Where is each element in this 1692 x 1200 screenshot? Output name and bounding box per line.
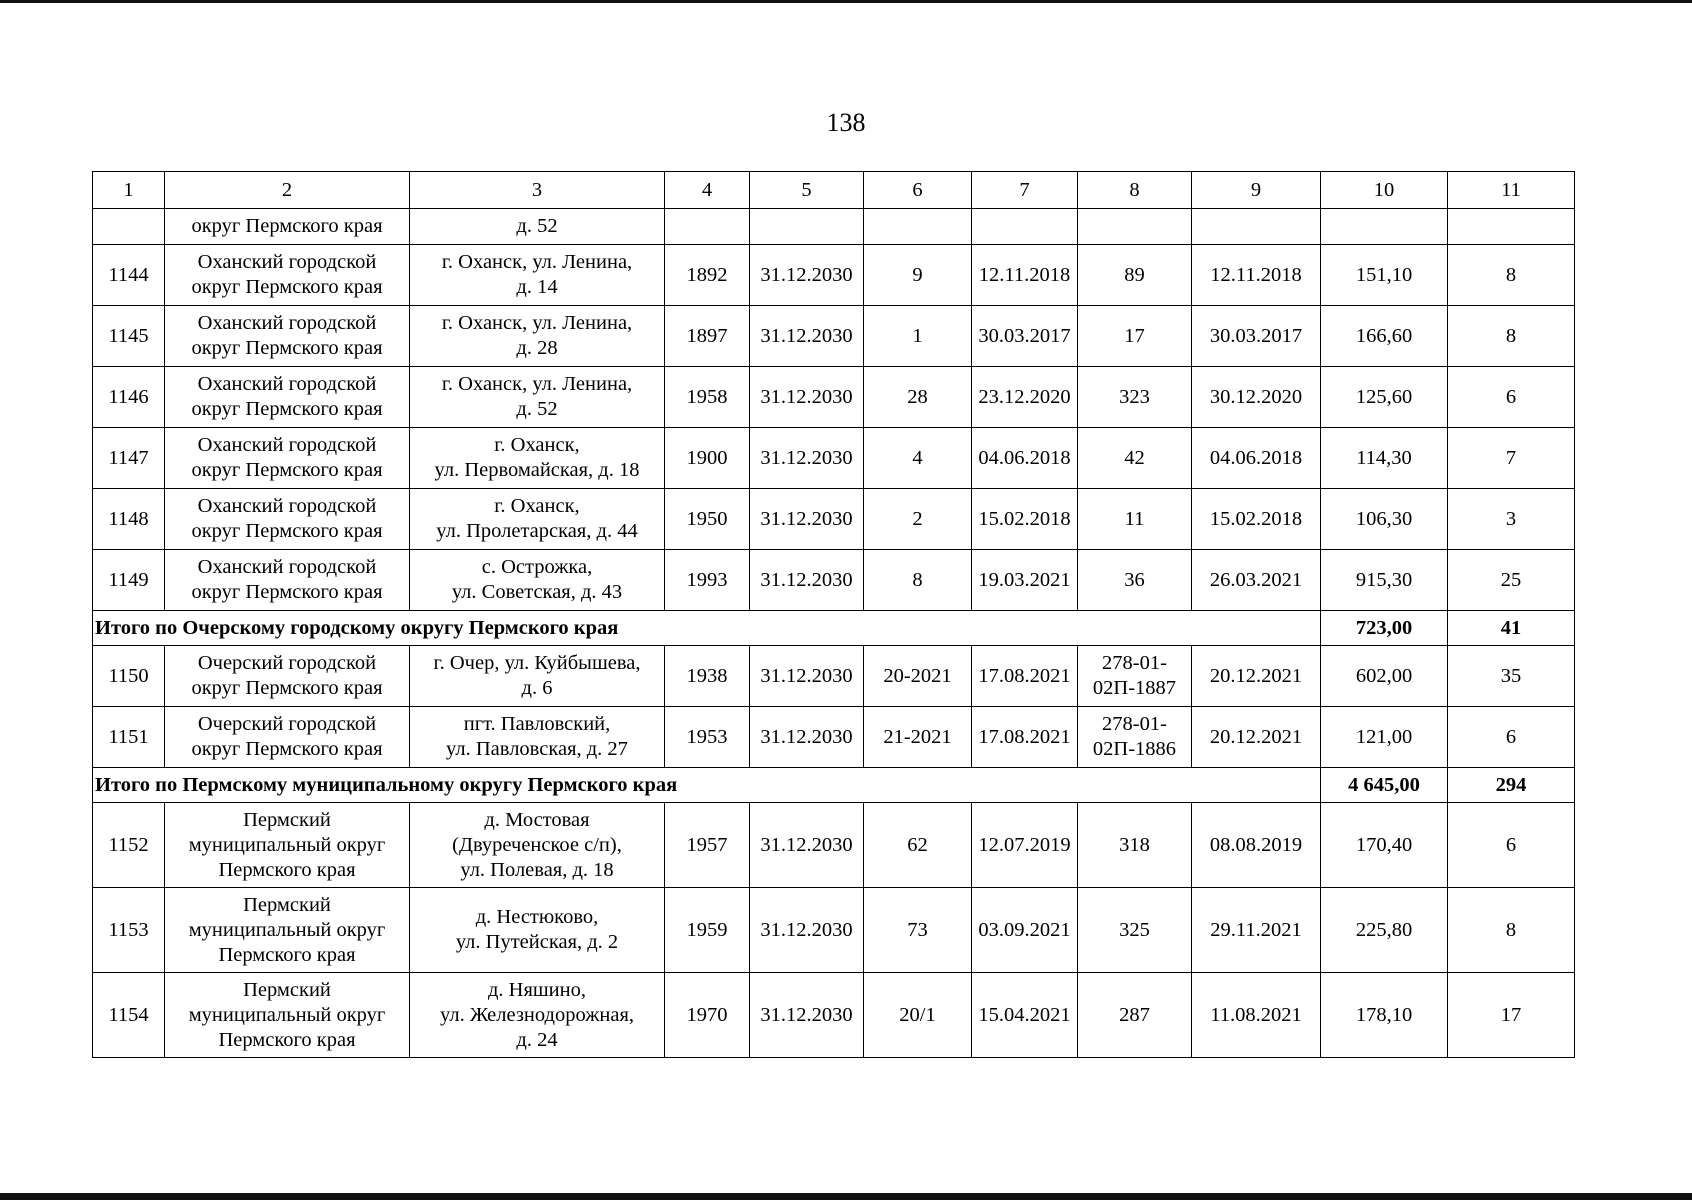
cell-build-year (665, 209, 750, 245)
cell-deadline: 31.12.2030 (750, 489, 864, 550)
cell-doc-number: 20/1 (864, 973, 972, 1058)
cell-doc-date: 30.03.2017 (972, 306, 1078, 367)
cell-build-year: 1958 (665, 367, 750, 428)
cell-reg-number: 323 (1078, 367, 1192, 428)
cell-deadline (750, 209, 864, 245)
cell-reg-date: 29.11.2021 (1192, 888, 1321, 973)
cell-residents: 8 (1448, 888, 1575, 973)
cell-build-year: 1950 (665, 489, 750, 550)
cell-area: 121,00 (1321, 707, 1448, 768)
total-area: 723,00 (1321, 611, 1448, 646)
column-header-5: 5 (750, 172, 864, 209)
total-label: Итого по Очерскому городскому округу Пермского края (93, 611, 1321, 646)
column-header-3: 3 (410, 172, 665, 209)
cell-address: с. Острожка, ул. Советская, д. 43 (410, 550, 665, 611)
cell-row-number: 1147 (93, 428, 165, 489)
total-residents: 294 (1448, 768, 1575, 803)
cell-reg-date: 30.03.2017 (1192, 306, 1321, 367)
page-number: 138 (826, 108, 866, 137)
cell-address: г. Оханск, ул. Ленина, д. 14 (410, 245, 665, 306)
cell-doc-date: 23.12.2020 (972, 367, 1078, 428)
cell-deadline: 31.12.2030 (750, 306, 864, 367)
table-row (93, 707, 1575, 768)
cell-reg-number: 278-01- 02П-1886 (1078, 707, 1192, 768)
cell-doc-number: 8 (864, 550, 972, 611)
cell-address: г. Оханск, ул. Пролетарская, д. 44 (410, 489, 665, 550)
cell-residents: 3 (1448, 489, 1575, 550)
cell-address: г. Оханск, ул. Ленина, д. 28 (410, 306, 665, 367)
cell-residents: 7 (1448, 428, 1575, 489)
cell-residents: 6 (1448, 803, 1575, 888)
total-row (93, 768, 1575, 803)
cell-residents: 8 (1448, 306, 1575, 367)
cell-reg-number: 11 (1078, 489, 1192, 550)
cell-address: г. Оханск, ул. Ленина, д. 52 (410, 367, 665, 428)
cell-area (1321, 209, 1448, 245)
table-row (93, 209, 1575, 245)
cell-reg-date: 12.11.2018 (1192, 245, 1321, 306)
cell-reg-date: 04.06.2018 (1192, 428, 1321, 489)
cell-area: 225,80 (1321, 888, 1448, 973)
column-header-6: 6 (864, 172, 972, 209)
table-row (93, 803, 1575, 888)
cell-row-number: 1146 (93, 367, 165, 428)
cell-municipality: Оханский городской округ Пермского края (165, 428, 410, 489)
cell-doc-date: 19.03.2021 (972, 550, 1078, 611)
cell-reg-date: 15.02.2018 (1192, 489, 1321, 550)
cell-area: 106,30 (1321, 489, 1448, 550)
cell-residents: 17 (1448, 973, 1575, 1058)
cell-area: 151,10 (1321, 245, 1448, 306)
cell-doc-date: 15.04.2021 (972, 973, 1078, 1058)
cell-build-year: 1993 (665, 550, 750, 611)
table-row (93, 550, 1575, 611)
cell-build-year: 1938 (665, 646, 750, 707)
cell-address: г. Очер, ул. Куйбышева, д. 6 (410, 646, 665, 707)
cell-doc-number: 1 (864, 306, 972, 367)
cell-row-number: 1151 (93, 707, 165, 768)
cell-reg-number: 287 (1078, 973, 1192, 1058)
cell-build-year: 1970 (665, 973, 750, 1058)
cell-doc-number (864, 209, 972, 245)
cell-area: 125,60 (1321, 367, 1448, 428)
cell-address: д. Няшино, ул. Железнодорожная, д. 24 (410, 973, 665, 1058)
table-row (93, 306, 1575, 367)
cell-doc-number: 73 (864, 888, 972, 973)
cell-address: д. Нестюково, ул. Путейская, д. 2 (410, 888, 665, 973)
cell-deadline: 31.12.2030 (750, 428, 864, 489)
cell-build-year: 1957 (665, 803, 750, 888)
cell-doc-number: 20-2021 (864, 646, 972, 707)
table-row (93, 367, 1575, 428)
cell-reg-number: 36 (1078, 550, 1192, 611)
column-header-4: 4 (665, 172, 750, 209)
table-row (93, 973, 1575, 1058)
cell-reg-date: 11.08.2021 (1192, 973, 1321, 1058)
cell-build-year: 1953 (665, 707, 750, 768)
cell-doc-number: 4 (864, 428, 972, 489)
cell-residents: 6 (1448, 707, 1575, 768)
scan-bottom-edge (0, 1193, 1692, 1200)
table-row (93, 428, 1575, 489)
cell-deadline: 31.12.2030 (750, 245, 864, 306)
cell-municipality: Оханский городской округ Пермского края (165, 367, 410, 428)
cell-municipality: Оханский городской округ Пермского края (165, 306, 410, 367)
total-row (93, 611, 1575, 646)
cell-address: д. 52 (410, 209, 665, 245)
cell-deadline: 31.12.2030 (750, 803, 864, 888)
column-header-1: 1 (93, 172, 165, 209)
cell-doc-date: 03.09.2021 (972, 888, 1078, 973)
table-header-row (93, 172, 1575, 209)
cell-doc-number: 28 (864, 367, 972, 428)
cell-row-number: 1149 (93, 550, 165, 611)
cell-deadline: 31.12.2030 (750, 973, 864, 1058)
cell-area: 170,40 (1321, 803, 1448, 888)
cell-residents (1448, 209, 1575, 245)
cell-reg-number: 318 (1078, 803, 1192, 888)
cell-row-number: 1152 (93, 803, 165, 888)
cell-area: 114,30 (1321, 428, 1448, 489)
cell-reg-date: 08.08.2019 (1192, 803, 1321, 888)
cell-area: 915,30 (1321, 550, 1448, 611)
scan-top-edge (0, 0, 1692, 3)
cell-row-number: 1145 (93, 306, 165, 367)
cell-municipality: Оханский городской округ Пермского края (165, 550, 410, 611)
cell-reg-number: 42 (1078, 428, 1192, 489)
column-header-8: 8 (1078, 172, 1192, 209)
cell-reg-number: 325 (1078, 888, 1192, 973)
column-header-9: 9 (1192, 172, 1321, 209)
cell-doc-number: 62 (864, 803, 972, 888)
cell-reg-date: 20.12.2021 (1192, 646, 1321, 707)
cell-row-number (93, 209, 165, 245)
table-row (93, 245, 1575, 306)
column-header-7: 7 (972, 172, 1078, 209)
cell-reg-number (1078, 209, 1192, 245)
cell-reg-date: 26.03.2021 (1192, 550, 1321, 611)
cell-row-number: 1148 (93, 489, 165, 550)
cell-reg-number: 89 (1078, 245, 1192, 306)
cell-build-year: 1897 (665, 306, 750, 367)
cell-doc-date: 15.02.2018 (972, 489, 1078, 550)
table-row (93, 646, 1575, 707)
cell-deadline: 31.12.2030 (750, 888, 864, 973)
cell-municipality: Очерский городской округ Пермского края (165, 646, 410, 707)
cell-municipality: округ Пермского края (165, 209, 410, 245)
cell-build-year: 1959 (665, 888, 750, 973)
cell-doc-date: 12.07.2019 (972, 803, 1078, 888)
cell-municipality: Оханский городской округ Пермского края (165, 489, 410, 550)
cell-area: 178,10 (1321, 973, 1448, 1058)
cell-reg-date: 20.12.2021 (1192, 707, 1321, 768)
cell-doc-date: 12.11.2018 (972, 245, 1078, 306)
column-header-2: 2 (165, 172, 410, 209)
table-row (93, 489, 1575, 550)
cell-doc-number: 2 (864, 489, 972, 550)
cell-doc-date: 17.08.2021 (972, 707, 1078, 768)
cell-row-number: 1144 (93, 245, 165, 306)
cell-reg-number: 278-01- 02П-1887 (1078, 646, 1192, 707)
cell-row-number: 1150 (93, 646, 165, 707)
cell-municipality: Оханский городской округ Пермского края (165, 245, 410, 306)
cell-row-number: 1153 (93, 888, 165, 973)
cell-doc-number: 9 (864, 245, 972, 306)
cell-deadline: 31.12.2030 (750, 707, 864, 768)
cell-reg-date: 30.12.2020 (1192, 367, 1321, 428)
cell-address: пгт. Павловский, ул. Павловская, д. 27 (410, 707, 665, 768)
cell-municipality: Пермский муниципальный округ Пермского края (165, 803, 410, 888)
cell-residents: 6 (1448, 367, 1575, 428)
column-header-11: 11 (1448, 172, 1575, 209)
total-residents: 41 (1448, 611, 1575, 646)
table-body (93, 172, 1575, 1058)
cell-municipality: Очерский городской округ Пермского края (165, 707, 410, 768)
cell-doc-date: 17.08.2021 (972, 646, 1078, 707)
cell-municipality: Пермский муниципальный округ Пермского края (165, 888, 410, 973)
cell-row-number: 1154 (93, 973, 165, 1058)
cell-build-year: 1900 (665, 428, 750, 489)
cell-address: д. Мостовая (Двуреченское с/п), ул. Полевая, д. 18 (410, 803, 665, 888)
cell-area: 166,60 (1321, 306, 1448, 367)
cell-municipality: Пермский муниципальный округ Пермского края (165, 973, 410, 1058)
cell-reg-number: 17 (1078, 306, 1192, 367)
cell-residents: 25 (1448, 550, 1575, 611)
cell-residents: 8 (1448, 245, 1575, 306)
cell-doc-date (972, 209, 1078, 245)
cell-deadline: 31.12.2030 (750, 646, 864, 707)
cell-deadline: 31.12.2030 (750, 367, 864, 428)
total-area: 4 645,00 (1321, 768, 1448, 803)
table-row (93, 888, 1575, 973)
cell-address: г. Оханск, ул. Первомайская, д. 18 (410, 428, 665, 489)
cell-reg-date (1192, 209, 1321, 245)
cell-doc-number: 21-2021 (864, 707, 972, 768)
register-table (92, 171, 1575, 1058)
cell-area: 602,00 (1321, 646, 1448, 707)
cell-deadline: 31.12.2030 (750, 550, 864, 611)
cell-doc-date: 04.06.2018 (972, 428, 1078, 489)
cell-residents: 35 (1448, 646, 1575, 707)
column-header-10: 10 (1321, 172, 1448, 209)
cell-build-year: 1892 (665, 245, 750, 306)
total-label: Итого по Пермскому муниципальному округу Пермского края (93, 768, 1321, 803)
